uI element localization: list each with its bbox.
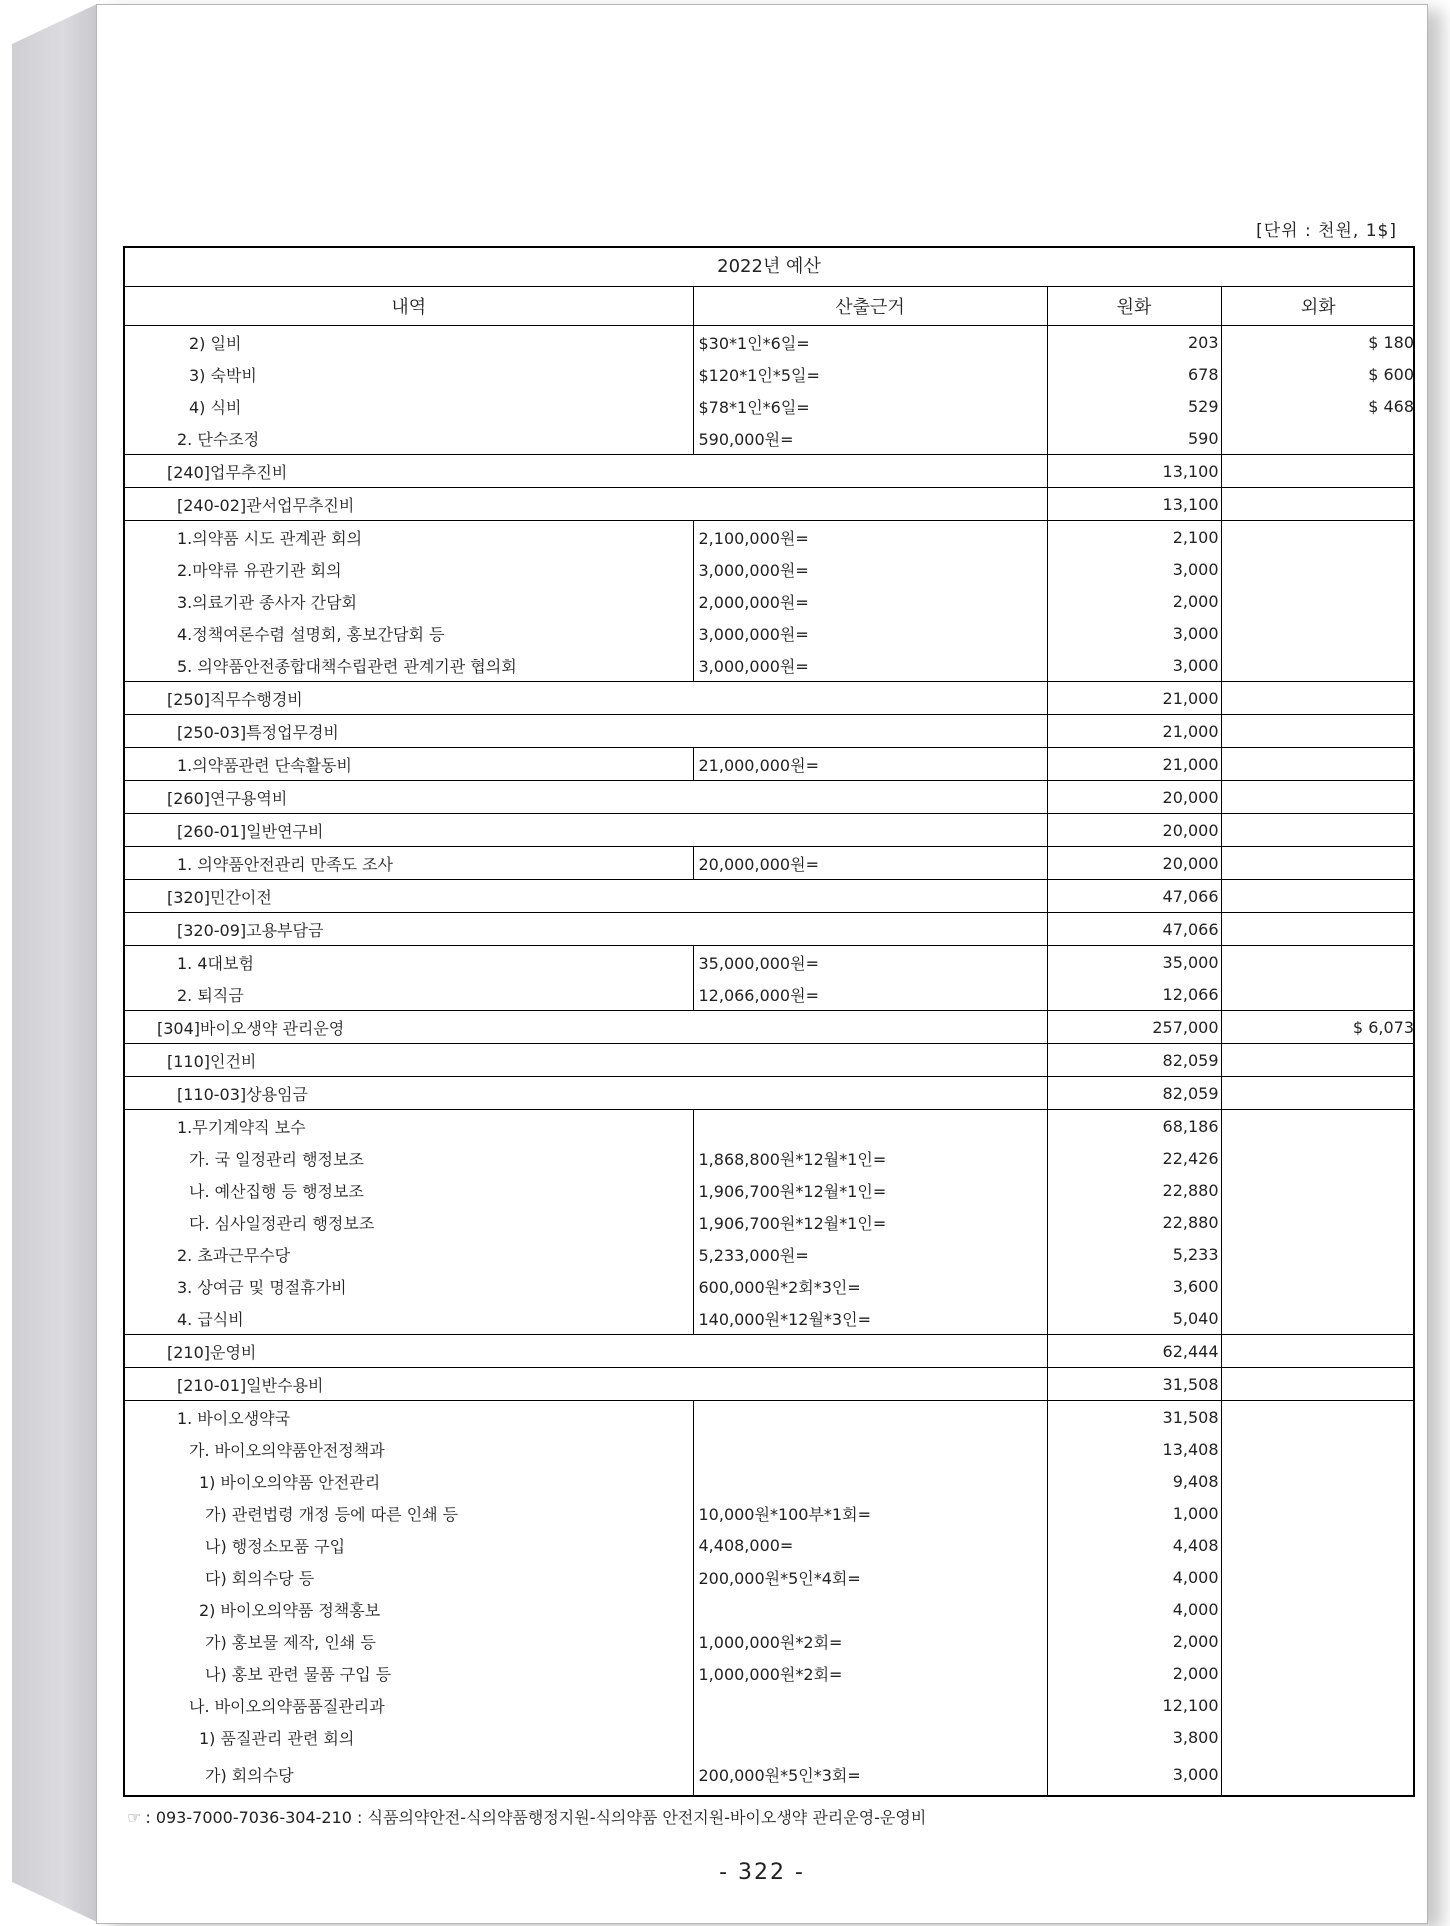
row-fx	[1221, 1110, 1415, 1143]
row-krw: 68,186	[1047, 1110, 1221, 1143]
row-label: 1.의약품 시도 관계관 회의	[125, 521, 693, 554]
row-fx	[1221, 1497, 1415, 1529]
table-row	[125, 847, 1415, 880]
row-krw: 22,426	[1047, 1142, 1221, 1174]
row-label: 1) 품질관리 관련 회의	[125, 1721, 693, 1753]
row-fx	[1221, 1625, 1415, 1657]
row-fx	[1221, 1077, 1415, 1110]
row-basis	[693, 1465, 1047, 1497]
table-row	[125, 814, 1415, 847]
table-row	[125, 1753, 1415, 1795]
row-label: 가. 바이오의약품안전정책과	[125, 1433, 693, 1465]
row-label: 가) 회의수당	[125, 1753, 693, 1795]
row-fx	[1221, 913, 1415, 946]
account-code-footnote	[127, 1805, 926, 1828]
row-label: 2. 단수조정	[125, 422, 693, 455]
row-basis: 2,000,000원=	[693, 585, 1047, 617]
table-row	[125, 488, 1415, 521]
row-label: 1. 바이오생약국	[125, 1401, 693, 1434]
table-row	[125, 978, 1415, 1011]
row-fx	[1221, 1044, 1415, 1077]
table-row	[125, 1368, 1415, 1401]
row-fx	[1221, 1753, 1415, 1795]
row-basis: 200,000원*5인*4회=	[693, 1561, 1047, 1593]
row-fx	[1221, 1142, 1415, 1174]
row-basis: 200,000원*5인*3회=	[693, 1753, 1047, 1795]
budget-table	[125, 287, 1415, 1795]
row-label: 4.정책여론수렴 설명회, 홍보간담회 등	[125, 617, 693, 649]
row-basis: 590,000원=	[693, 422, 1047, 455]
table-row	[125, 422, 1415, 455]
row-krw: 590	[1047, 422, 1221, 455]
table-row	[125, 390, 1415, 422]
column-header-fx: 외화	[1221, 287, 1415, 326]
row-fx	[1221, 1465, 1415, 1497]
row-basis: 1,868,800원*12월*1인=	[693, 1142, 1047, 1174]
row-krw: 3,000	[1047, 553, 1221, 585]
row-label: 나. 바이오의약품품질관리과	[125, 1689, 693, 1721]
table-row	[125, 1206, 1415, 1238]
row-krw: 5,040	[1047, 1302, 1221, 1335]
row-label: 1. 4대보험	[125, 946, 693, 979]
column-header-krw: 원화	[1047, 287, 1221, 326]
row-basis: 35,000,000원=	[693, 946, 1047, 979]
table-row	[125, 1335, 1415, 1368]
row-label: 가) 홍보물 제작, 인쇄 등	[125, 1625, 693, 1657]
table-row	[125, 1593, 1415, 1625]
table-row	[125, 553, 1415, 585]
row-krw: 257,000	[1047, 1011, 1221, 1044]
row-fx	[1221, 814, 1415, 847]
row-basis: 600,000원*2회*3인=	[693, 1270, 1047, 1302]
row-basis: 21,000,000원=	[693, 748, 1047, 781]
row-basis: 5,233,000원=	[693, 1238, 1047, 1270]
row-fx	[1221, 521, 1415, 554]
row-label: 나) 홍보 관련 물품 구입 등	[125, 1657, 693, 1689]
table-row	[125, 880, 1415, 913]
row-fx	[1221, 488, 1415, 521]
row-krw: 21,000	[1047, 682, 1221, 715]
pointing-hand-icon: ☞	[127, 1808, 142, 1827]
row-krw: 3,000	[1047, 617, 1221, 649]
table-row	[125, 1270, 1415, 1302]
table-row	[125, 358, 1415, 390]
table-row	[125, 1077, 1415, 1110]
table-row	[125, 781, 1415, 814]
row-fx	[1221, 1270, 1415, 1302]
row-krw: 47,066	[1047, 913, 1221, 946]
row-fx	[1221, 880, 1415, 913]
footnote-text: : 093-7000-7036-304-210 : 식품의약안전-식의약품행정지원-식의약품 안전지원-바이오생약 관리운영-운영비	[145, 1808, 927, 1827]
document-page	[96, 4, 1428, 1924]
row-krw: 4,408	[1047, 1529, 1221, 1561]
row-label: [110]인건비	[125, 1044, 1047, 1077]
row-fx: $ 6,073	[1221, 1011, 1415, 1044]
table-row	[125, 1238, 1415, 1270]
row-fx	[1221, 1721, 1415, 1753]
row-basis: 2,100,000원=	[693, 521, 1047, 554]
table-row	[125, 913, 1415, 946]
table-row	[125, 1302, 1415, 1335]
table-row	[125, 682, 1415, 715]
row-label: [210-01]일반수용비	[125, 1368, 1047, 1401]
row-label: [240]업무추진비	[125, 455, 1047, 488]
row-basis: 12,066,000원=	[693, 978, 1047, 1011]
table-row	[125, 649, 1415, 682]
row-fx	[1221, 1561, 1415, 1593]
row-fx	[1221, 1593, 1415, 1625]
row-krw: 4,000	[1047, 1561, 1221, 1593]
row-basis	[693, 1433, 1047, 1465]
row-fx: $ 600	[1368, 364, 1414, 384]
row-fx	[1221, 1689, 1415, 1721]
row-fx	[1221, 1529, 1415, 1561]
row-basis	[693, 1689, 1047, 1721]
row-basis: 140,000원*12월*3인=	[693, 1302, 1047, 1335]
row-krw: 12,100	[1047, 1689, 1221, 1721]
row-label: [260]연구용역비	[125, 781, 1047, 814]
table-row	[125, 1401, 1415, 1434]
row-krw: 2,000	[1047, 585, 1221, 617]
row-basis	[693, 1110, 1047, 1143]
table-row	[125, 617, 1415, 649]
row-krw: 21,000	[1047, 715, 1221, 748]
row-fx	[1221, 748, 1415, 781]
row-fx	[1221, 682, 1415, 715]
row-fx	[1221, 1657, 1415, 1689]
row-krw: 47,066	[1047, 880, 1221, 913]
row-fx	[1221, 847, 1415, 880]
row-krw: 678	[1047, 358, 1221, 390]
row-basis: $120*1인*5일=	[693, 358, 1047, 390]
row-fx	[1221, 455, 1415, 488]
row-label: 2) 바이오의약품 정책홍보	[125, 1593, 693, 1625]
row-fx: $ 180	[1368, 332, 1414, 352]
row-krw: 4,000	[1047, 1593, 1221, 1625]
row-krw: 22,880	[1047, 1174, 1221, 1206]
row-krw: 82,059	[1047, 1044, 1221, 1077]
column-header-basis: 산출근거	[693, 287, 1047, 326]
table-row	[125, 1721, 1415, 1753]
table-row	[125, 521, 1415, 554]
row-krw: 21,000	[1047, 748, 1221, 781]
row-label: [210]운영비	[125, 1335, 1047, 1368]
row-label: 다) 회의수당 등	[125, 1561, 693, 1593]
row-krw: 31,508	[1047, 1401, 1221, 1434]
row-basis: 3,000,000원=	[693, 649, 1047, 682]
row-label: 1) 바이오의약품 안전관리	[125, 1465, 693, 1497]
row-krw: 3,800	[1047, 1721, 1221, 1753]
row-label: [250-03]특정업무경비	[125, 715, 1047, 748]
table-row	[125, 1011, 1415, 1044]
row-basis: 3,000,000원=	[693, 617, 1047, 649]
row-basis: 3,000,000원=	[693, 553, 1047, 585]
row-label: 나. 예산집행 등 행정보조	[125, 1174, 693, 1206]
row-fx	[1221, 1206, 1415, 1238]
book-spine	[12, 4, 97, 1922]
row-krw: 529	[1047, 390, 1221, 422]
table-row	[125, 946, 1415, 979]
row-label: 가) 관련법령 개정 등에 따른 인쇄 등	[125, 1497, 693, 1529]
row-basis: 20,000,000원=	[693, 847, 1047, 880]
row-krw: 20,000	[1047, 781, 1221, 814]
row-label: 2) 일비	[125, 326, 693, 359]
row-basis: $30*1인*6일=	[693, 326, 1047, 359]
unit-note: [단위 : 천원, 1$]	[1256, 221, 1397, 241]
row-fx	[1221, 553, 1415, 585]
table-row	[125, 1657, 1415, 1689]
row-basis	[693, 1593, 1047, 1625]
table-row	[125, 1625, 1415, 1657]
table-row	[125, 585, 1415, 617]
row-krw: 82,059	[1047, 1077, 1221, 1110]
row-krw: 13,408	[1047, 1433, 1221, 1465]
row-krw: 5,233	[1047, 1238, 1221, 1270]
row-label: 나) 행정소모품 구입	[125, 1529, 693, 1561]
row-label: 2. 초과근무수당	[125, 1238, 693, 1270]
row-fx	[1221, 649, 1415, 682]
row-label: 5. 의약품안전종합대책수립관련 관계기관 협의회	[125, 649, 693, 682]
row-fx	[1221, 1174, 1415, 1206]
row-krw: 20,000	[1047, 814, 1221, 847]
row-label: 3) 숙박비	[125, 358, 693, 390]
row-label: 3. 상여금 및 명절휴가비	[125, 1270, 693, 1302]
row-fx	[1221, 978, 1415, 1011]
row-krw: 35,000	[1047, 946, 1221, 979]
table-row	[125, 1174, 1415, 1206]
row-label: [304]바이오생약 관리운영	[125, 1011, 1047, 1044]
row-label: 2. 퇴직금	[125, 978, 693, 1011]
table-row	[125, 326, 1415, 359]
row-fx	[1221, 1401, 1415, 1434]
row-basis: $78*1인*6일=	[693, 390, 1047, 422]
row-fx	[1221, 781, 1415, 814]
row-label: [110-03]상용임금	[125, 1077, 1047, 1110]
column-header-row	[125, 287, 1415, 326]
row-label: 4) 식비	[125, 390, 693, 422]
table-row	[125, 1110, 1415, 1143]
row-label: [240-02]관서업무추진비	[125, 488, 1047, 521]
row-fx	[1221, 1368, 1415, 1401]
row-label: 3.의료기관 종사자 간담회	[125, 585, 693, 617]
row-krw: 1,000	[1047, 1497, 1221, 1529]
row-fx: $ 468	[1368, 396, 1414, 416]
table-row	[125, 1142, 1415, 1174]
row-basis	[693, 1721, 1047, 1753]
row-krw: 22,880	[1047, 1206, 1221, 1238]
table-row	[125, 1689, 1415, 1721]
table-row	[125, 715, 1415, 748]
row-fx	[1221, 946, 1415, 979]
row-krw: 3,000	[1047, 1753, 1221, 1795]
row-krw: 62,444	[1047, 1335, 1221, 1368]
row-krw: 9,408	[1047, 1465, 1221, 1497]
row-krw: 3,000	[1047, 649, 1221, 682]
row-label: 1.의약품관련 단속활동비	[125, 748, 693, 781]
row-krw: 2,000	[1047, 1657, 1221, 1689]
row-label: 2.마약류 유관기관 회의	[125, 553, 693, 585]
row-krw: 20,000	[1047, 847, 1221, 880]
row-krw: 2,100	[1047, 521, 1221, 554]
row-fx	[1221, 1433, 1415, 1465]
row-label: 1. 의약품안전관리 만족도 조사	[125, 847, 693, 880]
row-basis: 10,000원*100부*1회=	[693, 1497, 1047, 1529]
row-label: 1.무기계약직 보수	[125, 1110, 693, 1143]
row-krw: 2,000	[1047, 1625, 1221, 1657]
table-row	[125, 1497, 1415, 1529]
row-label: [320-09]고용부담금	[125, 913, 1047, 946]
row-fx	[1221, 422, 1415, 455]
row-label: [250]직무수행경비	[125, 682, 1047, 715]
row-fx	[1221, 1238, 1415, 1270]
table-body	[125, 326, 1415, 1796]
row-label: [260-01]일반연구비	[125, 814, 1047, 847]
year-header: 2022년 예산	[125, 248, 1413, 287]
table-row	[125, 748, 1415, 781]
row-krw: 203	[1047, 326, 1221, 359]
row-basis: 1,906,700원*12월*1인=	[693, 1174, 1047, 1206]
row-label: 4. 급식비	[125, 1302, 693, 1335]
row-fx	[1221, 1335, 1415, 1368]
row-fx	[1221, 1302, 1415, 1335]
row-fx	[1221, 585, 1415, 617]
row-fx	[1221, 617, 1415, 649]
table-row	[125, 1044, 1415, 1077]
row-krw: 31,508	[1047, 1368, 1221, 1401]
row-krw: 3,600	[1047, 1270, 1221, 1302]
row-basis: 1,906,700원*12월*1인=	[693, 1206, 1047, 1238]
page-number: - 322 -	[719, 1860, 805, 1885]
row-label: 다. 심사일정관리 행정보조	[125, 1206, 693, 1238]
row-krw: 13,100	[1047, 488, 1221, 521]
row-basis: 4,408,000=	[693, 1529, 1047, 1561]
row-basis: 1,000,000원*2회=	[693, 1625, 1047, 1657]
table-row	[125, 1561, 1415, 1593]
row-basis	[693, 1401, 1047, 1434]
row-krw: 12,066	[1047, 978, 1221, 1011]
row-label: 가. 국 일정관리 행정보조	[125, 1142, 693, 1174]
table-row	[125, 1433, 1415, 1465]
budget-table-frame	[123, 246, 1415, 1797]
table-row	[125, 1465, 1415, 1497]
row-krw: 13,100	[1047, 455, 1221, 488]
table-row	[125, 1529, 1415, 1561]
row-basis: 1,000,000원*2회=	[693, 1657, 1047, 1689]
row-fx	[1221, 715, 1415, 748]
row-label: [320]민간이전	[125, 880, 1047, 913]
table-row	[125, 455, 1415, 488]
column-header-item: 내역	[125, 287, 693, 326]
